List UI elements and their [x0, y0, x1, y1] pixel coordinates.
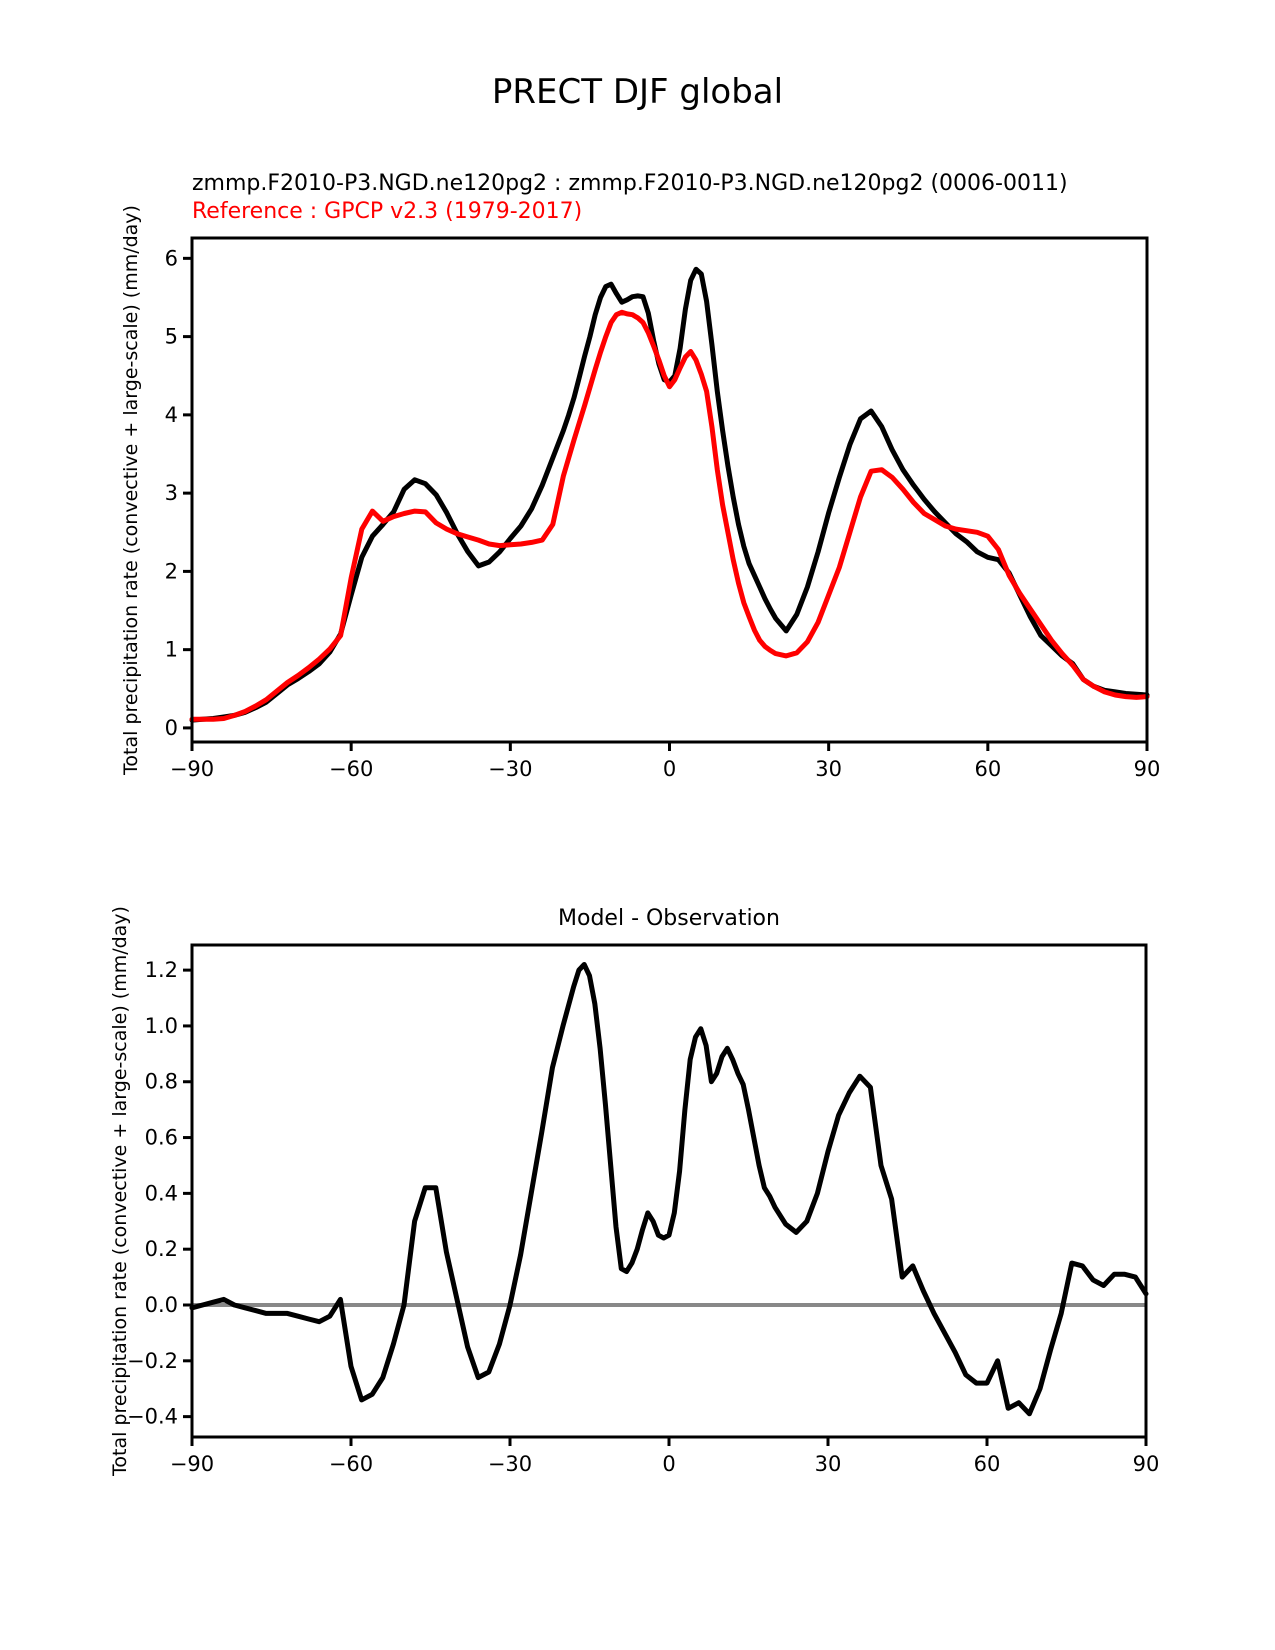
x-tick-label: −30	[488, 757, 533, 781]
bottom-plot-y-axis-label: Total precipitation rate (convective + large-scale) (mm/day)	[109, 906, 131, 1476]
y-tick-label: −0.2	[127, 1348, 178, 1373]
x-tick-label: 90	[1133, 757, 1161, 781]
y-tick-label: 5	[164, 324, 178, 349]
y-tick-label: 0.0	[144, 1293, 178, 1317]
bottom-plot-title: Model - Observation	[558, 906, 780, 931]
legend-model-label: zmmp.F2010-P3.NGD.ne120pg2 : zmmp.F2010-P3.NGD.ne120pg2 (0006-0011)	[192, 171, 1068, 196]
x-tick-label: 90	[1132, 1452, 1160, 1476]
x-tick-label: 30	[815, 757, 843, 781]
x-tick-label: −90	[169, 757, 215, 781]
x-tick-label: −60	[329, 757, 374, 781]
y-tick-label: 6	[164, 246, 178, 271]
model-curve	[192, 269, 1147, 720]
y-tick-label: 1.0	[144, 1013, 178, 1038]
x-tick-label: 0	[662, 757, 677, 781]
y-tick-label: 1	[164, 637, 178, 662]
y-tick-label: 4	[164, 402, 178, 427]
page-title: PRECT DJF global	[491, 72, 784, 112]
y-tick-label: 3	[164, 481, 178, 506]
difference-curve	[192, 965, 1146, 1414]
x-tick-label: 30	[814, 1452, 842, 1476]
y-tick-label: −0.4	[127, 1404, 178, 1429]
x-tick-label: 60	[974, 757, 1002, 781]
legend-reference-label: Reference : GPCP v2.3 (1979-2017)	[192, 199, 583, 224]
x-tick-label: 0	[662, 1452, 676, 1476]
y-tick-label: 0	[164, 715, 178, 740]
x-tick-label: −90	[169, 1452, 215, 1476]
y-tick-label: 0.4	[144, 1181, 178, 1206]
y-tick-label: 1.2	[144, 958, 178, 983]
reference-curve	[192, 312, 1147, 719]
y-tick-label: 2	[164, 559, 178, 584]
x-tick-label: −60	[328, 1452, 374, 1476]
y-tick-label: 0.6	[144, 1125, 178, 1150]
axes-spines	[192, 945, 1146, 1437]
x-tick-label: −30	[487, 1452, 533, 1476]
x-tick-label: 60	[973, 1452, 1001, 1476]
y-tick-label: 0.8	[144, 1069, 178, 1094]
top-plot-y-axis-label: Total precipitation rate (convective + large-scale) (mm/day)	[120, 205, 142, 775]
axes-spines	[192, 238, 1147, 742]
y-tick-label: 0.2	[144, 1237, 178, 1262]
